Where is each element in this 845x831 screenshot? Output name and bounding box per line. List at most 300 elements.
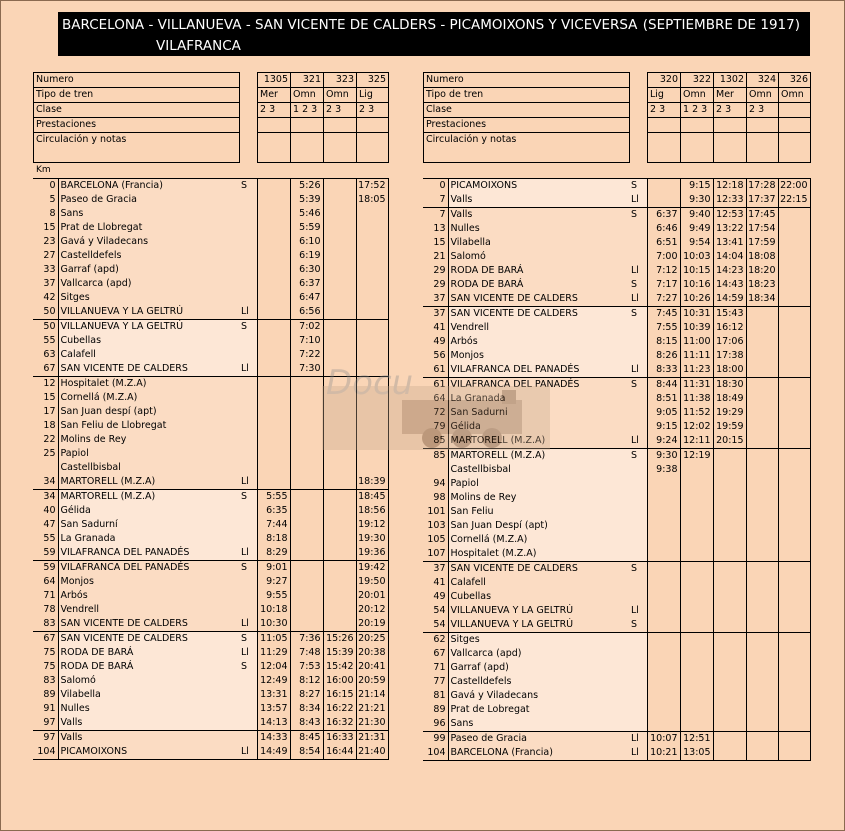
arrival-departure-flag [629, 321, 647, 335]
station-name: SAN VICENTE DE CALDERS [58, 617, 239, 632]
arrival-departure-flag [239, 193, 257, 207]
time-cell: 7:36 [290, 632, 323, 647]
time-cell [290, 433, 323, 447]
time-cell [778, 434, 810, 449]
time-cell: 17:45 [746, 208, 778, 223]
time-cell [778, 633, 810, 648]
time-cell [778, 533, 810, 547]
station-name: RODA DE BARÁ [58, 646, 239, 660]
station-name: VILAFRANCA DEL PANADÉS [58, 561, 239, 576]
station-name: Cornellá (M.Z.A) [58, 391, 239, 405]
arrival-departure-flag: Ll [629, 746, 647, 761]
table-row [33, 221, 388, 235]
km-cell: 37 [423, 307, 448, 322]
time-cell: 7:53 [290, 660, 323, 674]
station-name: VILAFRANCA DEL PANADÉS [448, 363, 629, 378]
table-row [423, 491, 810, 505]
time-cell: 20:59 [356, 674, 388, 688]
header-cell [258, 133, 291, 163]
header-label: Circulación y notas [34, 133, 240, 163]
km-cell: 37 [433, 293, 446, 304]
time-cell [323, 546, 356, 561]
header-cell: 320 [648, 73, 681, 88]
station-name: Gélida [448, 420, 629, 434]
time-cell [746, 533, 778, 547]
table-row [423, 193, 810, 208]
table-row [33, 419, 388, 433]
time-cell: 15:42 [323, 660, 356, 674]
station-name: Castelldefels [58, 249, 239, 263]
time-cell: 6:35 [257, 504, 290, 518]
km-cell: 47 [43, 519, 56, 530]
station-name: PICAMOIXONS [448, 179, 629, 194]
arrival-departure-flag: Ll [629, 604, 647, 618]
header-cell: 2 3 [258, 103, 291, 118]
arrival-departure-flag [239, 447, 257, 461]
station-name: Valls [58, 716, 239, 731]
km-cell: 7 [423, 208, 448, 223]
station-name: Valls [448, 193, 629, 208]
time-cell [290, 391, 323, 405]
time-cell [778, 378, 810, 393]
time-cell: 9:30 [647, 449, 680, 464]
time-cell [323, 221, 356, 235]
table-row [33, 235, 388, 249]
station-name: Vendrell [448, 321, 629, 335]
km-cell: 81 [433, 690, 446, 701]
km-cell: 17 [43, 406, 56, 417]
station-name: SAN VICENTE DE CALDERS [448, 292, 629, 307]
time-cell [746, 392, 778, 406]
time-cell [356, 433, 388, 447]
time-cell [713, 519, 746, 533]
table-row [33, 490, 388, 505]
time-cell [778, 491, 810, 505]
time-cell [778, 703, 810, 717]
time-cell: 8:29 [257, 546, 290, 561]
header-row [34, 88, 389, 103]
km-cell: 103 [427, 520, 446, 531]
table-row [423, 264, 810, 278]
arrival-departure-flag [629, 661, 647, 675]
table-row [423, 236, 810, 250]
km-cell: 27 [43, 250, 56, 261]
time-cell [323, 263, 356, 277]
table-row [33, 731, 388, 746]
table-row [33, 603, 388, 617]
time-cell [778, 449, 810, 464]
time-cell: 9:54 [680, 236, 713, 250]
time-cell [647, 477, 680, 491]
km-label: Km [36, 165, 51, 175]
arrival-departure-flag [239, 249, 257, 263]
arrival-departure-flag [629, 576, 647, 590]
time-cell [713, 732, 746, 747]
time-cell [356, 461, 388, 475]
km-cell: 85 [423, 449, 448, 464]
time-cell: 17:28 [746, 179, 778, 194]
arrival-departure-flag [629, 335, 647, 349]
km-cell: 96 [433, 718, 446, 729]
km-cell: 40 [43, 505, 56, 516]
time-cell [647, 604, 680, 618]
time-cell [778, 590, 810, 604]
arrival-departure-flag: Ll [629, 264, 647, 278]
time-cell: 11:23 [680, 363, 713, 378]
time-cell: 19:42 [356, 561, 388, 576]
time-cell: 16:00 [323, 674, 356, 688]
time-cell [290, 575, 323, 589]
table-row [423, 703, 810, 717]
time-cell [257, 193, 290, 207]
station-name: SAN VICENTE DE CALDERS [448, 562, 629, 577]
arrival-departure-flag [239, 405, 257, 419]
time-cell [647, 703, 680, 717]
time-cell [713, 647, 746, 661]
time-cell [647, 179, 680, 194]
km-cell: 5 [49, 194, 56, 205]
table-row [423, 547, 810, 562]
arrival-departure-flag: S [629, 449, 647, 464]
time-cell [680, 491, 713, 505]
time-cell: 21:30 [356, 716, 388, 731]
header-cell [714, 133, 747, 163]
time-cell: 7:27 [647, 292, 680, 307]
time-cell: 17:37 [746, 193, 778, 208]
km-cell: 42 [43, 292, 56, 303]
arrival-departure-flag [629, 491, 647, 505]
time-cell [713, 618, 746, 633]
table-row [423, 179, 810, 194]
left-header-table [33, 72, 389, 163]
header-row [424, 133, 811, 163]
time-cell: 8:34 [290, 702, 323, 716]
station-name: Sans [448, 717, 629, 732]
km-cell: 61 [433, 364, 446, 375]
header-row [424, 88, 811, 103]
time-cell: 17:38 [713, 349, 746, 363]
header-cell: 2 3 [648, 103, 681, 118]
station-name: Nulles [58, 702, 239, 716]
km-cell: 8 [49, 208, 56, 219]
km-cell: 18 [43, 420, 56, 431]
time-cell [290, 589, 323, 603]
time-cell [257, 263, 290, 277]
time-cell [778, 264, 810, 278]
table-row [33, 646, 388, 660]
time-cell: 9:05 [647, 406, 680, 420]
km-cell: 63 [43, 349, 56, 360]
header-row [424, 103, 811, 118]
table-row [423, 533, 810, 547]
time-cell [257, 334, 290, 348]
arrival-departure-flag: Ll [629, 193, 647, 208]
time-cell [647, 576, 680, 590]
table-row [33, 688, 388, 702]
time-cell: 5:26 [290, 179, 323, 194]
header-label: Tipo de tren [424, 88, 630, 103]
header-cell [324, 133, 357, 163]
km-cell: 59 [43, 547, 56, 558]
time-cell [356, 291, 388, 305]
table-row [423, 633, 810, 648]
station-name: Papiol [448, 477, 629, 491]
km-cell: 50 [43, 306, 56, 317]
time-cell [778, 618, 810, 633]
time-cell: 15:43 [713, 307, 746, 322]
km-cell: 98 [433, 492, 446, 503]
time-cell: 8:27 [290, 688, 323, 702]
time-cell: 11:05 [257, 632, 290, 647]
table-row [33, 447, 388, 461]
table-row [423, 661, 810, 675]
table-row [423, 463, 810, 477]
time-cell [778, 746, 810, 761]
time-cell [647, 491, 680, 505]
time-cell [323, 277, 356, 291]
station-name: VILLANUEVA Y LA GELTRÚ [448, 618, 629, 633]
km-cell: 49 [433, 591, 446, 602]
time-cell [778, 675, 810, 689]
km-cell [423, 463, 448, 477]
station-name: Vallcarca (apd) [58, 277, 239, 291]
station-name: Gavá y Viladecans [58, 235, 239, 249]
arrival-departure-flag [239, 688, 257, 702]
time-cell: 14:04 [713, 250, 746, 264]
header-cell [779, 103, 811, 118]
km-cell: 41 [433, 577, 446, 588]
km-cell: 101 [427, 506, 446, 517]
station-name: Vendrell [58, 603, 239, 617]
time-cell: 11:52 [680, 406, 713, 420]
time-cell [257, 362, 290, 377]
km-cell: 75 [43, 647, 56, 658]
time-cell [746, 547, 778, 562]
time-cell: 8:33 [647, 363, 680, 378]
header-label: Tipo de tren [34, 88, 240, 103]
time-cell: 7:45 [647, 307, 680, 322]
arrival-departure-flag [629, 633, 647, 648]
time-cell: 20:15 [713, 434, 746, 449]
time-cell: 8:43 [290, 716, 323, 731]
time-cell [680, 562, 713, 577]
station-name: San Sadurni [448, 406, 629, 420]
table-row [33, 334, 388, 348]
station-name: Molins de Rey [58, 433, 239, 447]
time-cell [323, 419, 356, 433]
arrival-departure-flag [239, 391, 257, 405]
time-cell: 20:25 [356, 632, 388, 647]
header-spacer [630, 103, 648, 118]
arrival-departure-flag [239, 518, 257, 532]
time-cell [257, 377, 290, 392]
station-name: San Sadurní [58, 518, 239, 532]
time-cell [746, 647, 778, 661]
time-cell: 16:32 [323, 716, 356, 731]
time-cell: 8:54 [290, 745, 323, 760]
time-cell: 18:39 [356, 475, 388, 490]
time-cell: 21:31 [356, 731, 388, 746]
km-cell: 71 [43, 590, 56, 601]
arrival-departure-flag: Ll [239, 305, 257, 320]
time-cell [647, 590, 680, 604]
km-cell: 97 [33, 731, 58, 746]
time-cell: 6:47 [290, 291, 323, 305]
time-cell: 10:18 [257, 603, 290, 617]
time-cell [323, 575, 356, 589]
station-name: Garraf (apd) [448, 661, 629, 675]
time-cell: 12:02 [680, 420, 713, 434]
km-cell: 15 [43, 392, 56, 403]
station-name: Castelldefels [448, 675, 629, 689]
header-label: Prestaciones [424, 118, 630, 133]
time-cell [257, 249, 290, 263]
station-name: VILAFRANCA DEL PANADÉS [448, 378, 629, 393]
time-cell [356, 405, 388, 419]
time-cell [713, 633, 746, 648]
arrival-departure-flag: S [239, 490, 257, 505]
header-cell [648, 118, 681, 133]
header-spacer [630, 118, 648, 133]
arrival-departure-flag [239, 291, 257, 305]
arrival-departure-flag [239, 589, 257, 603]
arrival-departure-flag [629, 463, 647, 477]
header-cell [357, 118, 389, 133]
table-row [33, 702, 388, 716]
table-row [33, 575, 388, 589]
station-name: BARCELONA (Francia) [448, 746, 629, 761]
km-cell: 7 [439, 194, 446, 205]
header-cell: Omn [681, 88, 714, 103]
time-cell [323, 589, 356, 603]
time-cell: 12:18 [713, 179, 746, 194]
time-cell [778, 420, 810, 434]
time-cell [713, 689, 746, 703]
time-cell [290, 405, 323, 419]
time-cell [257, 221, 290, 235]
station-name: Papiol [58, 447, 239, 461]
time-cell: 19:30 [356, 532, 388, 546]
km-cell: 0 [33, 179, 58, 194]
station-name: Vallcarca (apd) [448, 647, 629, 661]
station-name: Cubellas [58, 334, 239, 348]
arrival-departure-flag [239, 461, 257, 475]
header-cell: Omn [747, 88, 779, 103]
time-cell [746, 717, 778, 732]
time-cell [647, 618, 680, 633]
station-name: Monjos [448, 349, 629, 363]
table-row [423, 307, 810, 322]
time-cell [356, 207, 388, 221]
arrival-departure-flag: S [629, 562, 647, 577]
time-cell [778, 335, 810, 349]
header-cell: 1305 [258, 73, 291, 88]
header-cell: Omn [324, 88, 357, 103]
time-cell [647, 562, 680, 577]
time-cell [778, 278, 810, 292]
time-cell: 10:15 [680, 264, 713, 278]
time-cell: 12:11 [680, 434, 713, 449]
time-cell [257, 291, 290, 305]
table-row [423, 604, 810, 618]
table-row [33, 320, 388, 335]
time-cell: 9:15 [680, 179, 713, 194]
time-cell [680, 647, 713, 661]
header-cell: 1 2 3 [291, 103, 324, 118]
time-cell [323, 490, 356, 505]
arrival-departure-flag [239, 235, 257, 249]
arrival-departure-flag [239, 504, 257, 518]
km-cell: 104 [33, 745, 58, 760]
station-name: Monjos [58, 575, 239, 589]
time-cell: 17:54 [746, 222, 778, 236]
arrival-departure-flag [629, 717, 647, 732]
header-cell: 324 [747, 73, 779, 88]
time-cell [290, 617, 323, 632]
time-cell [356, 447, 388, 461]
time-cell: 11:38 [680, 392, 713, 406]
arrival-departure-flag: S [239, 561, 257, 576]
time-cell [746, 519, 778, 533]
time-cell [323, 504, 356, 518]
time-cell: 9:49 [680, 222, 713, 236]
header-cell: 321 [291, 73, 324, 88]
right-timetable [423, 178, 811, 761]
time-cell: 16:44 [323, 745, 356, 760]
station-name: Gélida [58, 504, 239, 518]
time-cell [713, 547, 746, 562]
time-cell [778, 661, 810, 675]
table-row [33, 561, 388, 576]
station-name: Calafell [448, 576, 629, 590]
station-name: MARTORELL (M.Z.A) [58, 475, 239, 490]
station-name: Hospitalet (M.Z.A) [58, 377, 239, 392]
table-row [423, 222, 810, 236]
arrival-departure-flag: S [629, 618, 647, 633]
time-cell: 8:51 [647, 392, 680, 406]
station-name: Paseo de Gracia [58, 193, 239, 207]
time-cell [290, 546, 323, 561]
time-cell [778, 236, 810, 250]
time-cell: 20:19 [356, 617, 388, 632]
header-cell: 326 [779, 73, 811, 88]
header-label: Circulación y notas [424, 133, 630, 163]
station-name: BARCELONA (Francia) [58, 179, 239, 194]
time-cell: 12:04 [257, 660, 290, 674]
table-row [423, 406, 810, 420]
station-name: Cornellá (M.Z.A) [448, 533, 629, 547]
time-cell: 18:30 [713, 378, 746, 393]
table-row [33, 632, 388, 647]
time-cell [647, 505, 680, 519]
table-row [33, 405, 388, 419]
station-name: Salomó [58, 674, 239, 688]
time-cell: 9:15 [647, 420, 680, 434]
station-name: MARTORELL (M.Z.A) [448, 449, 629, 464]
header-cell: Mer [714, 88, 747, 103]
table-row [423, 208, 810, 223]
time-cell [713, 533, 746, 547]
time-cell [746, 746, 778, 761]
time-cell [356, 362, 388, 377]
arrival-departure-flag: S [239, 660, 257, 674]
time-cell: 10:26 [680, 292, 713, 307]
header-cell: 2 3 [324, 103, 357, 118]
header-row [34, 103, 389, 118]
header-cell [357, 133, 389, 163]
time-cell [323, 532, 356, 546]
km-cell: 54 [433, 619, 446, 630]
